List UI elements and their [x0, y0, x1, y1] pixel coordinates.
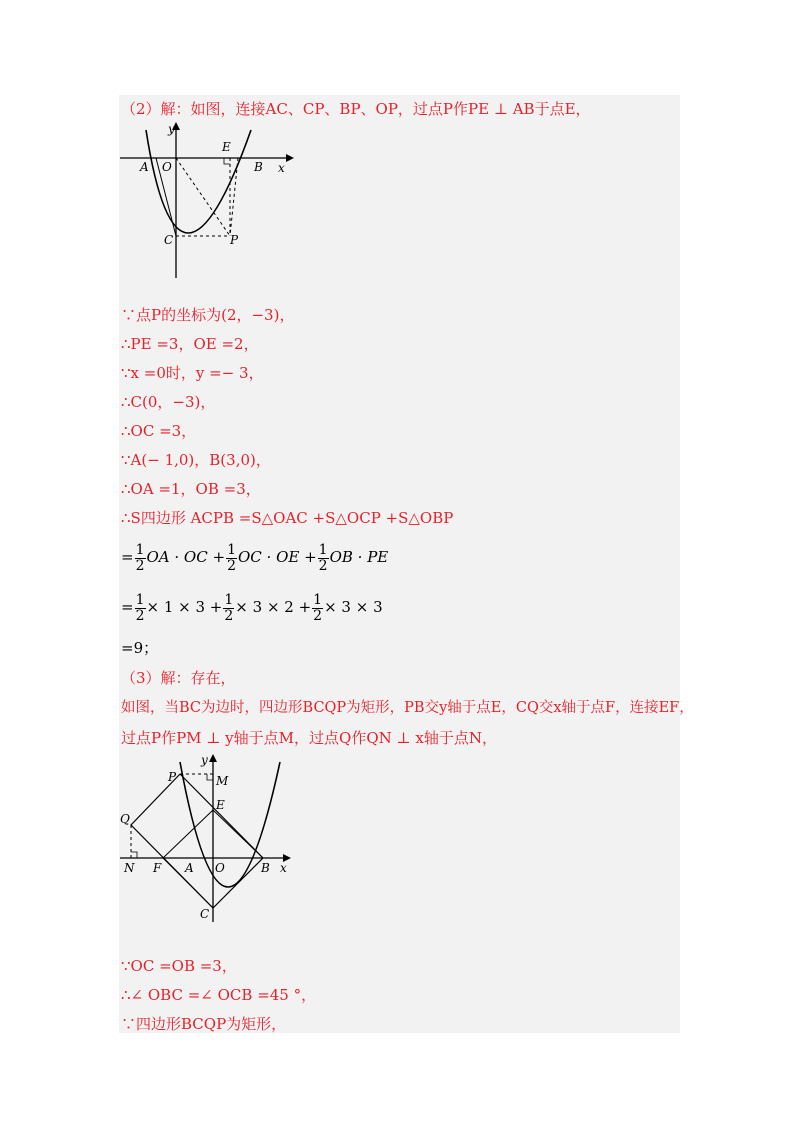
part2-heading: （2）解：如图，连接AC、CP、BP、OP，过点P作PE ⊥ AB于点E， [121, 100, 591, 118]
fraction: $\frac{1}{2}$ [224, 591, 234, 624]
svg-text:E: E [216, 798, 225, 812]
svg-text:N: N [124, 861, 135, 875]
svg-text:O: O [215, 861, 225, 875]
svg-text:B: B [254, 160, 263, 174]
svg-text:B: B [261, 861, 270, 875]
p3-line-3: ∵四边形BCQP为矩形， [121, 1015, 287, 1033]
p2-line-9: = $\frac{1}{2}$ OA · OC + $\frac{1}{2}$ OC · OE + $\frac{1}{2}$ OB · PE [121, 541, 389, 574]
p3-line-1: ∵OC =OB =3， [121, 957, 237, 975]
p2-line-10: = $\frac{1}{2}$ × 1 × 3 + $\frac{1}{2}$ × 3 × 2 + $\frac{1}{2}$ × 3 × 3 [121, 591, 383, 624]
svg-text:x: x [280, 861, 287, 875]
p2-line-11: =9； [121, 639, 159, 657]
svg-text:A: A [140, 160, 149, 174]
fraction: $\frac{1}{2}$ [135, 541, 145, 574]
fraction: $\frac{1}{2}$ [227, 541, 236, 574]
svg-text:P: P [230, 233, 239, 247]
fraction: $\frac{1}{2}$ [135, 591, 145, 624]
svg-text:O: O [162, 160, 172, 174]
p2-line-7: ∴OA =1，OB =3， [121, 480, 261, 498]
fraction: $\frac{1}{2}$ [313, 591, 323, 624]
p2-line-8: ∴S四边形 ACPB =S△OAC +S△OCP +S△OBP [121, 509, 454, 527]
p2-line-2: ∴PE =3，OE =2， [121, 335, 259, 353]
svg-text:E: E [222, 140, 231, 154]
p2-line-1: ∵点P的坐标为(2，−3)， [121, 306, 295, 324]
p2-line-5: ∴OC =3， [121, 422, 197, 440]
p2-line-3: ∵x =0时，y =− 3， [121, 364, 264, 382]
figure-1-parabola [118, 120, 298, 282]
svg-text:P: P [168, 770, 177, 784]
svg-text:y: y [201, 753, 208, 767]
p2-line-6: ∵A(− 1,0)，B(3,0)， [121, 451, 271, 469]
svg-text:F: F [153, 861, 162, 875]
p3-line-2: ∴∠ OBC =∠ OCB =45 °， [121, 986, 317, 1004]
part3-paragraph-1: 如图，当BC为边时，四边形BCQP为矩形，PB交y轴于点E，CQ交x轴于点F，连接EF， [121, 700, 694, 716]
svg-text:M: M [216, 774, 229, 788]
svg-text:A: A [185, 861, 194, 875]
svg-text:C: C [200, 907, 210, 921]
p2-line-4: ∴C(0，−3)， [121, 393, 216, 411]
part3-paragraph-2: 过点P作PM ⊥ y轴于点M，过点Q作QN ⊥ x轴于点N， [121, 729, 497, 747]
svg-text:Q: Q [120, 812, 130, 826]
svg-text:C: C [164, 233, 174, 247]
svg-text:y: y [168, 122, 175, 136]
svg-text:x: x [278, 161, 285, 175]
figure-2-rectangle [118, 752, 298, 930]
part3-heading: （3）解：存在， [121, 669, 236, 687]
fraction: $\frac{1}{2}$ [318, 541, 328, 574]
